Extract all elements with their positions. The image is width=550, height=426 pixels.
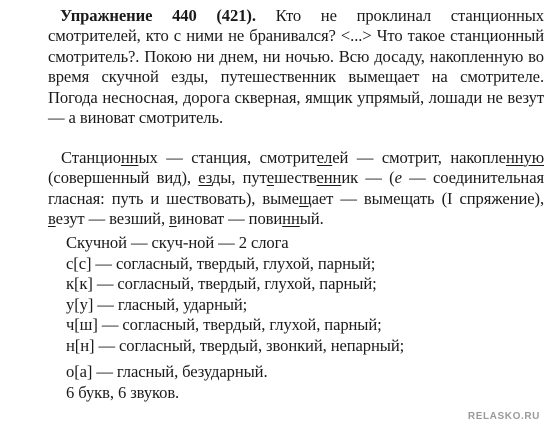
exercise-text: Кто не проклинал станционных смотрителей, кто с ними не бранивался? <...> Что такое станционный смотритель?. Покою ни днем, ни ночью. Всю досаду, накопленную во время скучной езды, путешественник вымещает на смотрителе. Погода несносная, дорога скверная, ямщик упрямый, лошади не везут — а виноват смотритель. — [48, 6, 544, 128]
analysis-fragment: ик — ( — [341, 168, 395, 188]
analysis-fragment: шеств — [274, 168, 317, 188]
analysis-fragment: ых — станция, смотрит — [138, 148, 317, 167]
phonetic-summary-line: 6 букв, 6 звуков. — [66, 383, 180, 402]
analysis-underlined: е — [266, 168, 275, 188]
analysis-underlined: ую — [523, 148, 544, 167]
analysis-underlined: ез — [198, 168, 212, 188]
phonetic-sound-line: с[с] — согласный, твердый, глухой, парный; — [66, 254, 376, 273]
analysis-fragment: ый. — [299, 209, 324, 229]
analysis-underlined: в — [48, 209, 56, 229]
analysis-fragment: (совершенный вид), — [48, 168, 199, 188]
analysis-fragment: Станцио — [61, 148, 121, 167]
analysis-italic: е — [394, 168, 402, 188]
phonetic-sound-line: у[у] — гласный, ударный; — [66, 295, 248, 314]
analysis-fragment: иноват — пови — [176, 209, 283, 229]
phonetic-sound-line: о[а] — гласный, безударный. — [66, 362, 268, 381]
exercise-heading: Упражнение 440 (421). — [60, 6, 256, 25]
analysis-fragment: ды, пут — [211, 168, 267, 188]
analysis-underlined: нн — [282, 209, 300, 229]
analysis-paragraph — [48, 148, 544, 230]
document-page — [6, 0, 544, 426]
phonetic-sound-line: ч[ш] — согласный, твердый, глухой, парный; — [66, 315, 382, 334]
analysis-underlined: ел — [316, 148, 333, 167]
site-watermark: RELASKO.RU — [467, 411, 540, 422]
analysis-underlined: енн — [316, 168, 342, 188]
analysis-underlined: щ — [298, 188, 312, 208]
analysis-fragment: езут — везший, — [55, 209, 170, 229]
analysis-underlined: нн — [120, 148, 139, 167]
exercise-paragraph — [48, 6, 544, 128]
phonetic-syllables-line: Скучной — скуч-ной — 2 слога — [66, 233, 289, 252]
phonetic-sound-line: к[к] — согласный, твердый, глухой, парный; — [66, 274, 377, 293]
analysis-underlined: в — [169, 209, 177, 229]
phonetic-sound-line: н[н] — согласный, твердый, звонкий, непарный; — [66, 336, 405, 355]
analysis-fragment: ает — вымещать (I спряжение), — [311, 188, 544, 208]
analysis-fragment: ей — смотрит, накопле — [332, 148, 506, 167]
analysis-fragment: — соединительная гласная: путь и шествовать), выме — [48, 168, 545, 208]
analysis-underlined: нн — [505, 148, 524, 167]
